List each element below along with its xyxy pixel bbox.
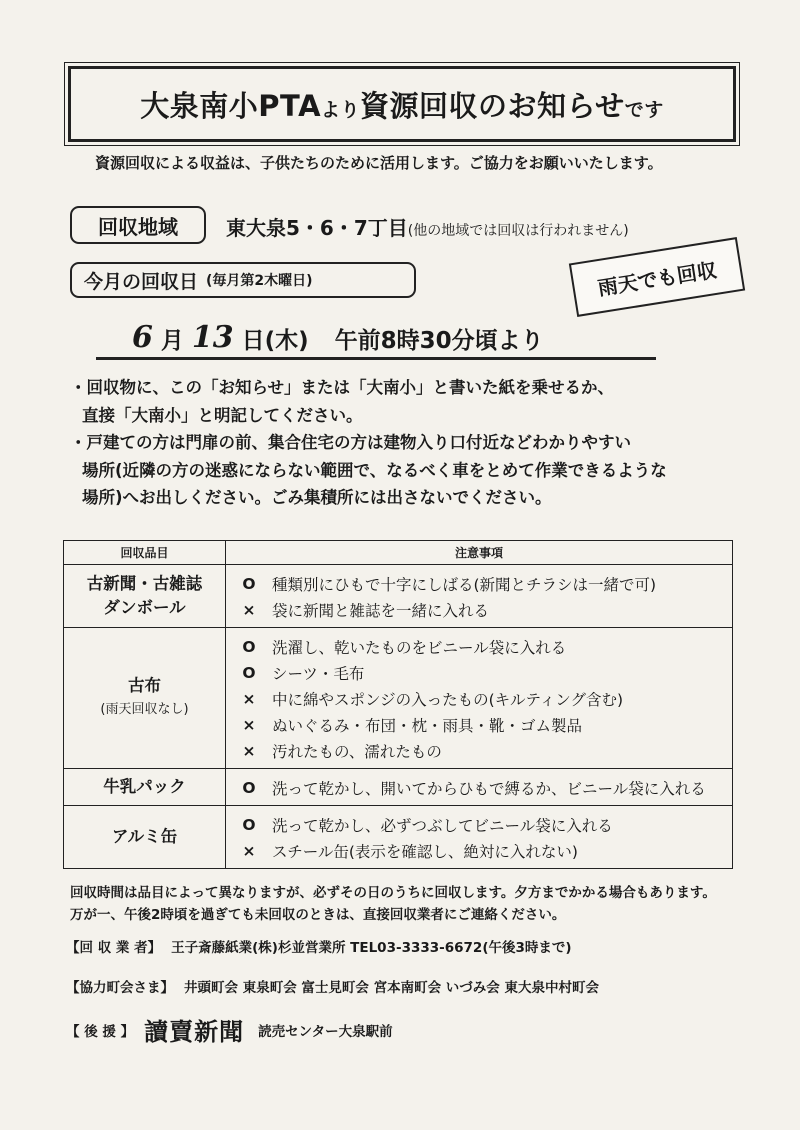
cooperators-label: 【協力町会さま】 [66,980,174,996]
rain-stamp [569,237,745,317]
category-sub: (雨天回収なし) [100,702,189,717]
rule-line [236,660,732,686]
note-line: ・回収物に、この「お知らせ」または「大南小」と書いた紙を乗せるか、 [70,378,615,397]
rule-mark: O [242,575,256,593]
collector-label: 【回 収 業 者】 [66,940,162,956]
category-cell [64,565,226,628]
category-cell [64,769,226,806]
notes-list [70,374,750,512]
rules-cell [226,565,733,628]
footnote [70,882,716,926]
rule-mark: × [242,742,256,760]
sponsor-row [66,1012,393,1047]
rules-cell [226,769,733,806]
area-value: 東大泉5・6・7丁目 [226,216,408,240]
rules-cell [226,806,733,869]
table-row [64,628,733,769]
date-day: 13 [191,320,234,355]
rule-mark: O [242,816,256,834]
rule-line [236,712,732,738]
date-time: 午前8時30分頃より [334,328,544,354]
rule-line [236,686,732,712]
rule-line [236,775,732,801]
sponsor-value: 読売センター大泉駅前 [258,1023,393,1040]
rule-line [236,571,732,597]
category-name: アルミ缶 [111,827,178,846]
title-main: 大泉南小PTA [140,88,322,123]
category-cell [64,806,226,869]
category-cell [64,628,226,769]
rule-line [236,634,732,660]
area-value-line [226,212,629,241]
date-month-unit: 月 [160,328,184,354]
area-note: (他の地域では回収は行われません) [407,223,629,239]
table-row [64,806,733,869]
category-name: 古布 [128,676,161,695]
title-small-2: です [624,98,664,121]
area-label-box [70,206,206,244]
rain-stamp-text: 雨天でも回収 [596,257,719,300]
note-line: 場所(近隣の方の迷惑にならない範囲で、なるべく車をとめて作業できるような [82,460,667,480]
area-label: 回収地域 [98,214,178,239]
rule-mark: O [242,638,256,656]
rule-mark: × [242,690,256,708]
title-small: より [321,98,361,121]
rule-text: シーツ・毛布 [272,665,365,683]
collection-day-label: 今月の回収日 [84,270,199,293]
note-line: ・戸建ての方は門扉の前、集合住宅の方は建物入り口付近などわかりやすい [70,433,631,452]
rule-text: 洗濯し、乾いたものをビニール袋に入れる [272,639,567,657]
rule-text: スチール缶(表示を確認し、絶対に入れない) [272,843,578,861]
collection-date [96,318,656,360]
sponsor-label: 【 後 援 】 [66,1023,135,1040]
collection-day-box [70,262,416,298]
category-name-2: ダンボール [103,598,186,617]
rule-line [236,738,732,764]
rule-text: 中に綿やスポンジの入ったもの(キルティング含む) [272,691,624,709]
rule-mark: × [242,842,256,860]
rule-text: 洗って乾かし、必ずつぶしてビニール袋に入れる [272,817,613,835]
rule-line [236,838,732,864]
date-day-unit: 日(木) [241,328,309,354]
rule-text: 洗って乾かし、開いてからひもで縛るか、ビニール袋に入れる [272,780,706,798]
rule-text: 汚れたもの、濡れたもの [272,743,442,761]
header-item: 回収品目 [64,541,226,565]
category-name: 牛乳パック [103,777,186,796]
rule-mark: O [242,779,256,797]
collection-day-note: (毎月第2木曜日) [206,273,313,289]
rule-mark: O [242,664,256,682]
rule-mark: × [242,716,256,734]
rule-line [236,597,732,623]
intro-text: 資源回収による収益は、子供たちのために活用します。ご協力をお願いいたします。 [95,154,663,172]
page-title [140,84,663,125]
rule-mark: × [242,601,256,619]
rules-cell [226,628,733,769]
cooperators-value: 井頭町会 東泉町会 富士見町会 宮本南町会 いづみ会 東大泉中村町会 [184,980,599,996]
rule-text: 袋に新聞と雑誌を一緒に入れる [272,602,490,620]
rule-text: 種類別にひもで十字にしばる(新聞とチラシは一緒で可) [272,576,657,594]
table-row [64,769,733,806]
title-box [68,66,736,142]
category-name: 古新聞・古雑誌 [86,574,203,593]
table-header-row [64,541,733,565]
collector-value: 王子斎藤紙業(株)杉並営業所 TEL03-3333-6672(午後3時まで) [171,940,572,956]
yomiuri-logo: 讀賣新聞 [144,1017,245,1046]
footnote-line: 万が一、午後2時頃を過ぎても未回収のときは、直接回収業者にご連絡ください。 [70,907,566,923]
footnote-line: 回収時間は品目によって異なりますが、必ずその日のうちに回収します。夕方までかかる場合もあります。 [70,885,716,901]
rule-line [236,812,732,838]
rule-text: ぬいぐるみ・布団・枕・雨具・靴・ゴム製品 [272,717,583,735]
note-line: 直接「大南小」と明記してください。 [82,405,363,425]
note-line: 場所)へお出しください。ごみ集積所には出さないでください。 [82,488,552,507]
table-row [64,565,733,628]
date-month: 6 [132,320,153,355]
collector-row [66,936,572,956]
header-notes: 注意事項 [226,541,733,565]
cooperators-row [66,976,599,996]
title-main-2: 資源回収のお知らせ [360,88,625,123]
items-table [63,540,733,869]
